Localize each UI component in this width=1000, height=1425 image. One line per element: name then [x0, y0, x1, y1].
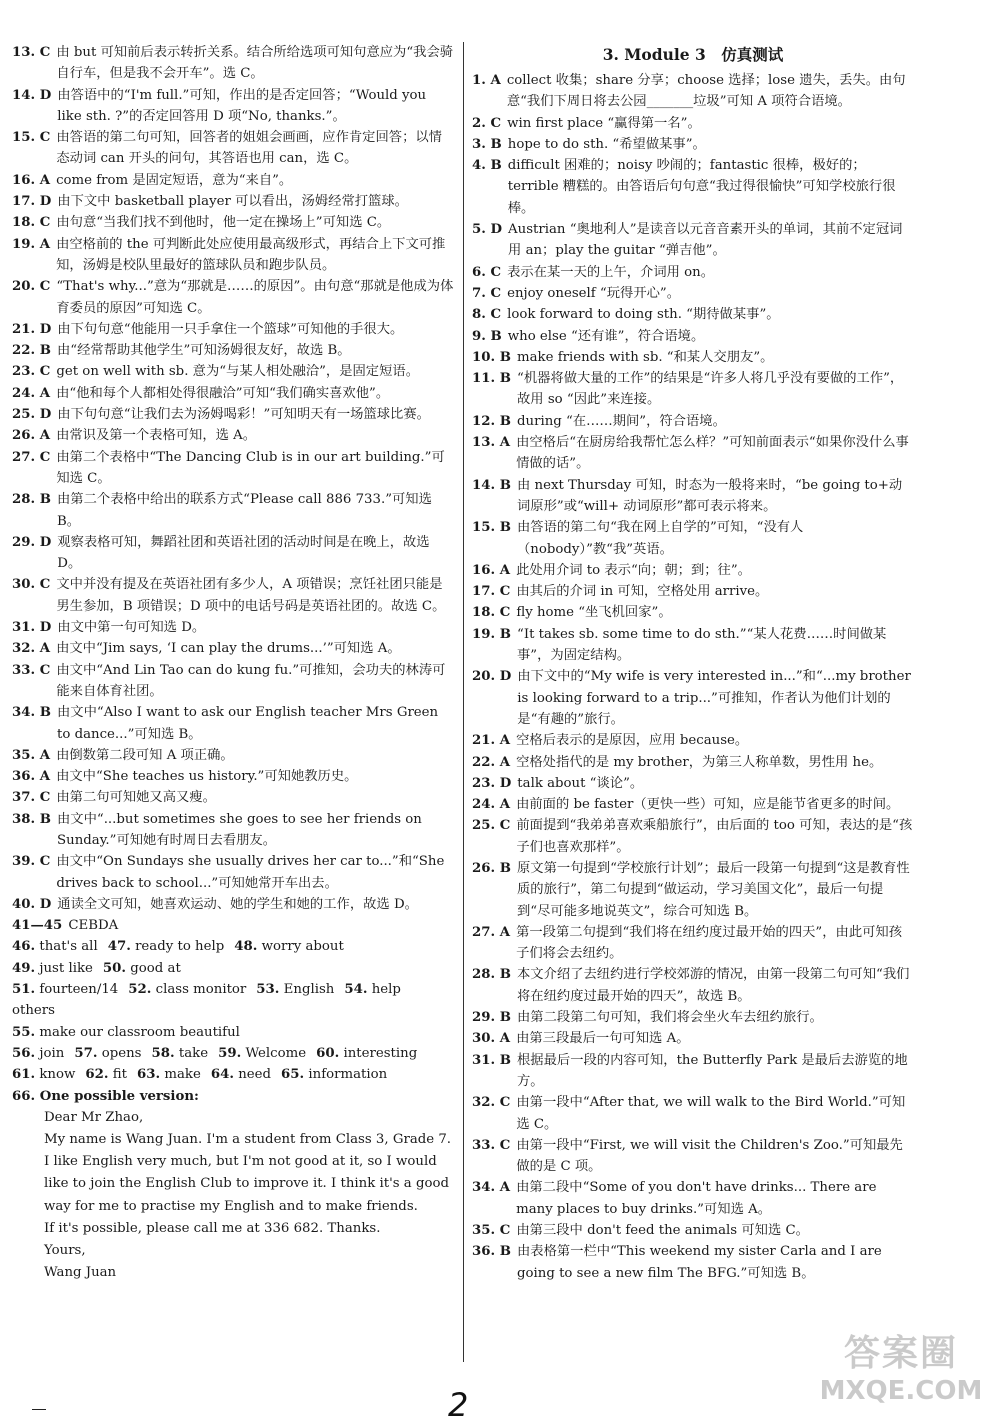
answer-text: 由文中“On Sundays she usually drives her car to...”和“She drives back to school...”可知她常开车出去。 — [56, 854, 445, 891]
fill-in-number: 64. — [210, 1067, 234, 1083]
answer-text: 原文第一句提到“学校旅行计划”；最后一段第一句提到“这是教育性质的旅行”，第二句提到“做运动，学习美国文化”，最后一句提到“尽可能多地说英文”，综合可知选 B。 — [517, 860, 910, 919]
answer-entry — [12, 42, 454, 85]
answer-number: 34. B — [12, 705, 52, 721]
fill-in-word: opens — [101, 1045, 142, 1061]
answer-number: 18. C — [472, 605, 511, 621]
fill-in-word: worry about — [261, 939, 344, 955]
answer-text: 观察表格可知，舞蹈社团和英语社团的活动时间是在晚上，故选 D。 — [57, 534, 430, 572]
answer-text: 前面提到“我弟弟喜欢乘船旅行”，由后面的 too 可知，表达的是“孩子们也喜欢那样”。 — [516, 818, 913, 855]
answer-number: 36. B — [472, 1244, 512, 1260]
fill-in-number: 61. — [12, 1067, 36, 1083]
answer-number: 35. A — [12, 747, 51, 763]
answer-text: 由下句句意“他能用一只手拿住一个篮球”可知他的手很大。 — [57, 321, 404, 337]
fill-in-answer — [74, 1046, 141, 1061]
fill-in-word: class monitor — [155, 982, 247, 998]
fill-in-word: Welcome — [245, 1045, 307, 1061]
answer-text: 由第二个表格中给出的联系方式“Please call 886 733.”可知选 B。 — [57, 492, 432, 529]
answer-text: 由文中“...but sometimes she goes to see her friends on Sunday.”可知她有时周日去看朋友。 — [57, 811, 422, 848]
answer-number: 5. D — [472, 222, 503, 238]
fill-in-answer — [234, 939, 344, 954]
answer-entry — [12, 212, 454, 233]
answer-entry — [472, 368, 914, 411]
answer-entry — [472, 581, 914, 602]
fill-in-number: 57. — [74, 1045, 98, 1061]
answer-text: 表示在某一天的上午，介词用 on。 — [507, 264, 715, 280]
answer-number: 26. A — [12, 428, 51, 444]
fill-in-number: 62. — [85, 1067, 109, 1083]
answer-text: hope to do sth. “希望做某事”。 — [507, 136, 706, 152]
answer-text: difficult 困难的；noisy 吵闹的；fantastic 很棒，极好的；terrible 糟糕的。由答语后句句意“我过得很愉快”可知学校旅行很棒。 — [507, 158, 896, 216]
answer-entry — [472, 922, 914, 965]
fill-in-word: take — [178, 1045, 209, 1061]
answer-number: 15. C — [12, 130, 51, 146]
answer-number: 27. C — [12, 449, 51, 465]
answer-number: 26. B — [472, 860, 512, 876]
fill-in-answer — [12, 1025, 240, 1040]
fill-in-answer — [218, 1046, 306, 1061]
fill-in-word: good at — [130, 960, 181, 976]
fill-in-number: 48. — [234, 939, 258, 955]
answer-entry — [12, 191, 454, 212]
answer-entry — [12, 319, 454, 340]
answer-entry — [472, 70, 914, 113]
answer-entry — [472, 475, 914, 518]
left-column — [12, 42, 454, 1284]
column-divider — [463, 42, 464, 1362]
answer-entry — [472, 1241, 914, 1284]
answer-text: 由 next Thursday 可知，时态为一般将来时，“be going to+动词原形”或“will+ 动词原形”都可表示将来。 — [517, 477, 903, 514]
answer-text: Austrian “奥地利人”是读音以元音音素开头的单词，其前不定冠词用 an；play the guitar “弹吉他”。 — [508, 222, 903, 259]
footer-rule — [32, 1409, 46, 1410]
answer-number: 35. C — [472, 1223, 511, 1239]
answer-text: 通读全文可知，她喜欢运动、她的学生和她的工作，故选 D。 — [57, 896, 418, 912]
fill-in-row — [12, 1043, 454, 1064]
answer-entry — [472, 560, 914, 581]
essay-sign-off: Yours, — [44, 1243, 86, 1259]
answer-number: 34. A — [472, 1180, 511, 1196]
answer-text: 由下文中的“My wife is very interested in...”和“...my brother is looking forward to a trip...”可推知，作者认为他们计划的是“有趣的”旅行。 — [517, 669, 911, 727]
answer-entry — [12, 383, 454, 404]
answer-entry — [12, 170, 454, 191]
answer-number: 40. D — [12, 896, 52, 912]
fill-in-word: that's all — [39, 939, 98, 955]
answer-text: during “在……期间”，符合语境。 — [517, 413, 726, 429]
essay-paragraph: My name is Wang Juan. I'm a student from Class 3, Grade 7. I like English very much, but I'm not good at it, so I would like to join the English Club to improve it. I think it's a good way for me to practise my English and to make friends. — [44, 1132, 452, 1214]
answer-number: 4. B — [472, 158, 502, 174]
answer-number: 30. C — [12, 577, 51, 593]
fill-in-word: help others — [12, 982, 401, 1019]
answer-entry — [472, 1220, 914, 1241]
fill-in-answer — [256, 982, 334, 997]
fill-in-word: need — [238, 1067, 272, 1083]
answer-text: 由下句句意“让我们去为汤姆喝彩！”可知明天有一场篮球比赛。 — [57, 407, 430, 423]
fill-in-answer — [281, 1067, 387, 1082]
fill-in-answer — [151, 1046, 208, 1061]
answer-entry — [472, 113, 914, 134]
answer-text: 由 but 可知前后表示转折关系。结合所给选项可知句意应为“我会骑自行车，但是我不会开车”。选 C。 — [56, 45, 454, 82]
answer-entry — [472, 411, 914, 432]
fill-in-number: 56. — [12, 1045, 36, 1061]
answer-entry — [472, 304, 914, 325]
fill-in-number: 51. — [12, 982, 36, 998]
fill-in-word: fit — [112, 1067, 127, 1083]
answer-text: 由常识及第一个表格可知，选 A。 — [56, 428, 257, 444]
fill-in-answer — [211, 1067, 271, 1082]
answer-number: 33. C — [12, 662, 51, 678]
answer-entry — [472, 624, 914, 667]
answer-entry — [472, 432, 914, 475]
answer-number: 33. C — [472, 1137, 511, 1153]
fill-in-number: 65. — [281, 1067, 305, 1083]
answer-number: 22. A — [472, 754, 511, 770]
answer-text: “That's why...”意为“那就是……的原因”。由句意“那就是他成为体育委员的原因”可知选 C。 — [56, 279, 454, 316]
answer-number: 9. B — [472, 328, 502, 344]
answer-number: 12. B — [472, 413, 512, 429]
page-number: 2 — [448, 1386, 469, 1424]
answer-entry — [472, 858, 914, 922]
fill-in-word: interesting — [343, 1045, 418, 1061]
fill-in-answer — [12, 982, 118, 997]
answer-text: 由答语的第二句“我在网上自学的”可知，“没有人（nobody）”教“我”英语。 — [517, 520, 804, 557]
answer-number: 25. C — [472, 818, 511, 834]
answer-text: 由第三段最后一句可知选 A。 — [516, 1031, 690, 1047]
answer-entry — [472, 964, 914, 1007]
answer-text: 由表格第一栏中“This weekend my sister Carla and I are going to see a new film The BFG.”可知选 B。 — [517, 1244, 882, 1281]
answer-number: 21. A — [472, 733, 511, 749]
answer-number: 28. B — [12, 492, 52, 508]
answer-text: 由答语中的“I'm full.”可知，作出的是否定回答；“Would you like sth. ?”的否定回答用 D 项“No, thanks.”。 — [57, 87, 427, 124]
fill-in-word: make our classroom beautiful — [39, 1024, 240, 1040]
answer-text: 由前面的 be faster（更快一些）可知，应是能节省更多的时间。 — [516, 797, 900, 813]
answer-entry — [12, 851, 454, 894]
answer-entry — [12, 745, 454, 766]
answer-text: 由第一段中“After that, we will walk to the Bird World.”可知选 C。 — [516, 1095, 906, 1132]
answer-entry — [472, 219, 914, 262]
fill-in-number: 47. — [107, 939, 131, 955]
answer-entry — [12, 574, 454, 617]
answer-entry — [12, 425, 454, 446]
fill-in-word: fourteen/14 — [39, 982, 119, 998]
answer-number: 39. C — [12, 854, 51, 870]
fill-in-answer — [316, 1046, 417, 1061]
answer-text: 由下文中 basketball player 可以看出，汤姆经常打篮球。 — [57, 194, 408, 210]
answer-number: 21. D — [12, 321, 52, 337]
answer-number: 18. C — [12, 215, 51, 231]
answer-number: 19. A — [12, 236, 51, 252]
answer-text: enjoy oneself “玩得开心”。 — [507, 285, 681, 301]
answer-number: 38. B — [12, 811, 52, 827]
answer-number: 15. B — [472, 520, 512, 536]
watermark-url: MXQE.COM — [819, 1376, 983, 1406]
answer-number: 17. D — [12, 194, 52, 210]
answer-entry-41-45 — [12, 915, 454, 936]
answer-number: 19. B — [472, 626, 512, 642]
answer-number: 27. A — [472, 924, 511, 940]
answer-text: 此处用介词 to 表示“向；朝；到；往”。 — [516, 562, 751, 578]
fill-in-answer — [108, 939, 225, 954]
answer-number: 8. C — [472, 307, 502, 323]
answer-text: “It takes sb. some time to do sth.”“某人花费……时间做某事”，为固定结构。 — [517, 626, 887, 664]
fill-in-row — [12, 979, 454, 1022]
answer-text: “机器将做大量的工作”的结果是“许多人将几乎没有要做的工作”，故用 so “因此”来连接。 — [517, 371, 904, 408]
answer-text: 由第二句可知她又高又瘦。 — [56, 790, 216, 806]
answer-entry — [12, 532, 454, 575]
fill-in-number: 60. — [316, 1045, 340, 1061]
answer-text: 本文介绍了去纽约进行学校郊游的情况，由第一段第二句可知“我们将在纽约度过最开始的四天”，故选 B。 — [517, 967, 910, 1004]
answer-number: 31. B — [472, 1052, 512, 1068]
answer-text: 由文中“Also I want to ask our English teacher Mrs Green to dance...”可知选 B。 — [57, 705, 439, 742]
answer-entry — [12, 638, 454, 659]
section-title: 3. Module 3 仿真测试 — [602, 45, 784, 64]
answer-entry — [12, 85, 454, 128]
answer-entry — [12, 489, 454, 532]
fill-in-word: just like — [39, 960, 93, 976]
answer-text: CEBDA — [68, 918, 119, 934]
answer-entry — [472, 1092, 914, 1135]
answer-entry — [472, 326, 914, 347]
answer-entry — [12, 127, 454, 170]
fill-in-word: join — [39, 1045, 65, 1061]
answer-number: 17. C — [472, 584, 511, 600]
answer-text: 根据最后一段的内容可知，the Butterfly Park 是最后去游览的地方。 — [517, 1052, 908, 1089]
answer-number: 24. A — [472, 797, 511, 813]
answer-entry — [472, 283, 914, 304]
answer-number: 13. C — [12, 45, 51, 60]
answer-number: 31. D — [12, 620, 52, 636]
answer-text: 由倒数第二段可知 A 项正确。 — [56, 747, 234, 763]
fill-in-row — [12, 936, 454, 957]
fill-in-number: 46. — [12, 939, 36, 955]
fill-in-number: 49. — [12, 960, 36, 976]
answer-number: 32. C — [472, 1095, 511, 1111]
answer-number: 10. B — [472, 349, 512, 365]
answer-entry — [472, 262, 914, 283]
answer-entry — [472, 517, 914, 560]
answer-number: 29. D — [12, 534, 52, 550]
answer-text: 由空格后“在厨房给我帮忙怎么样？”可知前面表示“如果你没什么事情做的话”。 — [516, 435, 909, 472]
essay-greeting: Dear Mr Zhao, — [44, 1109, 144, 1125]
answer-number: 20. C — [12, 279, 51, 295]
answer-text: 由“经常帮助其他学生”可知汤姆很友好，故选 B。 — [57, 343, 351, 359]
answer-entry — [12, 276, 454, 319]
essay-closing-line: If it's possible, please call me at 336 682. Thanks. — [44, 1220, 381, 1236]
answer-text: get on well with sb. 意为“与某人相处融洽”，是固定短语。 — [56, 364, 419, 380]
fill-in-answer — [137, 1067, 201, 1082]
watermark-logo — [812, 1332, 990, 1418]
answer-entry — [472, 666, 914, 730]
answer-number: 28. B — [472, 967, 512, 983]
answer-number: 20. D — [472, 669, 512, 685]
answer-entry — [472, 1028, 914, 1049]
answer-entry — [12, 447, 454, 490]
answer-number: 24. A — [12, 385, 51, 401]
fill-in-answers — [12, 936, 454, 1085]
answer-text: 由句意“当我们找不到他时，他一定在操场上”可知选 C。 — [56, 215, 391, 231]
fill-in-row — [12, 958, 454, 979]
answer-text: 由空格前的 the 可判断此处应使用最高级形式，再结合上下文可推知，汤姆是校队里最好的篮球队员和跑步队员。 — [56, 236, 446, 273]
answer-text: 由第三段中 don't feed the animals 可知选 C。 — [516, 1223, 809, 1239]
answer-text: 由其后的介词 in 可知，空格处用 arrive。 — [516, 584, 769, 600]
fill-in-number: 53. — [256, 982, 280, 998]
fill-in-answer — [12, 939, 98, 954]
essay-body — [12, 1107, 454, 1285]
answer-number: 23. D — [472, 775, 512, 791]
answer-number: 41—45 — [12, 918, 63, 934]
answer-entry — [472, 1007, 914, 1028]
answer-entry — [472, 134, 914, 155]
answer-entry — [472, 1135, 914, 1178]
answer-number: 36. A — [12, 769, 51, 785]
answer-text: who else “还有谁”，符合语境。 — [507, 328, 705, 344]
answer-entry — [12, 660, 454, 703]
answer-text: 由文中第一句可知选 D。 — [57, 620, 206, 636]
answer-text: 空格处指代的是 my brother，为第三人称单数，男性用 he。 — [516, 754, 883, 770]
answer-number: 16. A — [472, 562, 511, 578]
right-answer-list — [472, 70, 914, 1284]
fill-in-answer — [128, 982, 246, 997]
fill-in-number: 59. — [218, 1045, 242, 1061]
fill-in-number: 54. — [344, 982, 368, 998]
answer-number: 2. C — [472, 115, 502, 131]
essay-heading: 66. One possible version: — [12, 1088, 199, 1104]
answer-number: 29. B — [472, 1010, 512, 1026]
answer-entry — [472, 815, 914, 858]
answer-text: come from 是固定短语，意为“来自”。 — [56, 172, 293, 188]
essay-signature-name: Wang Juan — [44, 1265, 117, 1281]
fill-in-number: 63. — [136, 1067, 161, 1083]
answer-text: 由文中“She teaches us history.”可知她教历史。 — [56, 769, 358, 785]
answer-number: 16. A — [12, 172, 51, 188]
fill-in-word: English — [283, 982, 335, 998]
answer-entry — [472, 347, 914, 368]
answer-text: look forward to doing sth. “期待做某事”。 — [507, 307, 780, 323]
answer-number: 1. A — [472, 73, 501, 88]
answer-entry — [472, 794, 914, 815]
answer-entry — [12, 809, 454, 852]
answer-text: fly home “坐飞机回家”。 — [516, 605, 672, 621]
answer-number: 37. C — [12, 790, 51, 806]
answer-entry — [472, 773, 914, 794]
answer-text: 第一段第二句提到“我们将在纽约度过最开始的四天”，由此可知孩子们将会去纽约。 — [516, 924, 903, 962]
answer-number: 3. B — [472, 136, 502, 152]
fill-in-word: information — [308, 1067, 388, 1083]
answer-entry — [12, 404, 454, 425]
fill-in-number: 55. — [12, 1024, 36, 1040]
fill-in-word: make — [164, 1067, 201, 1083]
answer-text: talk about “谈论”。 — [517, 775, 644, 791]
answer-text: 空格后表示的是原因，应用 because。 — [516, 733, 749, 749]
answer-entry — [472, 155, 914, 219]
fill-in-word: ready to help — [135, 939, 225, 955]
answer-entry — [12, 617, 454, 638]
fill-in-answer — [12, 961, 93, 976]
fill-in-number: 58. — [151, 1045, 175, 1061]
left-answer-list — [12, 42, 454, 915]
answer-number: 22. B — [12, 343, 52, 359]
answer-entry — [472, 752, 914, 773]
answer-text: collect 收集；share 分享；choose 选择；lose 遗失，丢失。由句意“我们下周日将去公园_______垃圾”可知 A 项符合语境。 — [506, 73, 906, 110]
answer-entry — [12, 894, 454, 915]
fill-in-answer — [85, 1067, 127, 1082]
watermark-text: 答案圈 — [843, 1333, 958, 1374]
answer-number: 13. A — [472, 435, 511, 451]
fill-in-row — [12, 1022, 454, 1043]
fill-in-answer — [12, 1046, 64, 1061]
answer-entry — [472, 1177, 914, 1220]
answer-text: 由第二段第二句可知，我们将会坐火车去纽约旅行。 — [517, 1010, 823, 1026]
right-column — [472, 42, 914, 1284]
answer-number: 11. B — [472, 371, 512, 387]
answer-text: 由第一段中“First, we will visit the Children's Zoo.”可知最先做的是 C 项。 — [516, 1137, 903, 1175]
answer-text: 由第二段中“Some of you don't have drinks... There are many places to buy drinks.”可知选 A。 — [516, 1180, 877, 1217]
answer-text: 由“他和每个人都相处得很融洽”可知“我们确实喜欢他”。 — [56, 385, 390, 401]
answer-text: 由文中“And Lin Tao can do kung fu.”可推知，会功夫的林涛可能来自体育社团。 — [56, 662, 446, 699]
answer-text: make friends with sb. “和某人交朋友”。 — [517, 349, 774, 365]
fill-in-answer — [12, 1067, 75, 1082]
fill-in-row — [12, 1064, 454, 1085]
answer-number: 30. A — [472, 1031, 511, 1047]
answer-text: win first place “赢得第一名”。 — [507, 115, 701, 131]
fill-in-number: 50. — [102, 960, 127, 976]
answer-number: 25. D — [12, 407, 52, 423]
fill-in-number: 52. — [128, 982, 152, 998]
fill-in-word: know — [39, 1067, 76, 1083]
answer-number: 14. B — [472, 477, 512, 493]
answer-entry — [12, 787, 454, 808]
answer-text: 由文中“Jim says, ‘I can play the drums...’”可知选 A。 — [56, 641, 401, 657]
answer-entry — [472, 1050, 914, 1093]
answer-entry — [12, 702, 454, 745]
answer-text: 由答语的第二句可知，回答者的姐姐会画画，应作肯定回答；以情态动词 can 开头的问句，其答语也用 can，选 C。 — [56, 130, 442, 167]
answer-number: 6. C — [472, 264, 502, 280]
answer-number: 32. A — [12, 641, 51, 657]
answer-entry — [12, 766, 454, 787]
answer-text: 由第二个表格中“The Dancing Club is in our art building.”可知选 C。 — [56, 449, 445, 486]
answer-text: 文中并没有提及在英语社团有多少人，A 项错误；烹饪社团只能是男生参加，B 项错误；D 项中的电话号码是英语社团的。故选 C。 — [56, 577, 446, 614]
answer-number: 7. C — [472, 285, 502, 301]
answer-entry — [12, 234, 454, 277]
answer-entry — [472, 602, 914, 623]
answer-number: 23. C — [12, 364, 51, 380]
fill-in-answer — [103, 961, 181, 976]
answer-entry — [12, 361, 454, 382]
answer-number: 14. D — [12, 87, 52, 103]
answer-entry — [472, 730, 914, 751]
answer-entry — [12, 340, 454, 361]
